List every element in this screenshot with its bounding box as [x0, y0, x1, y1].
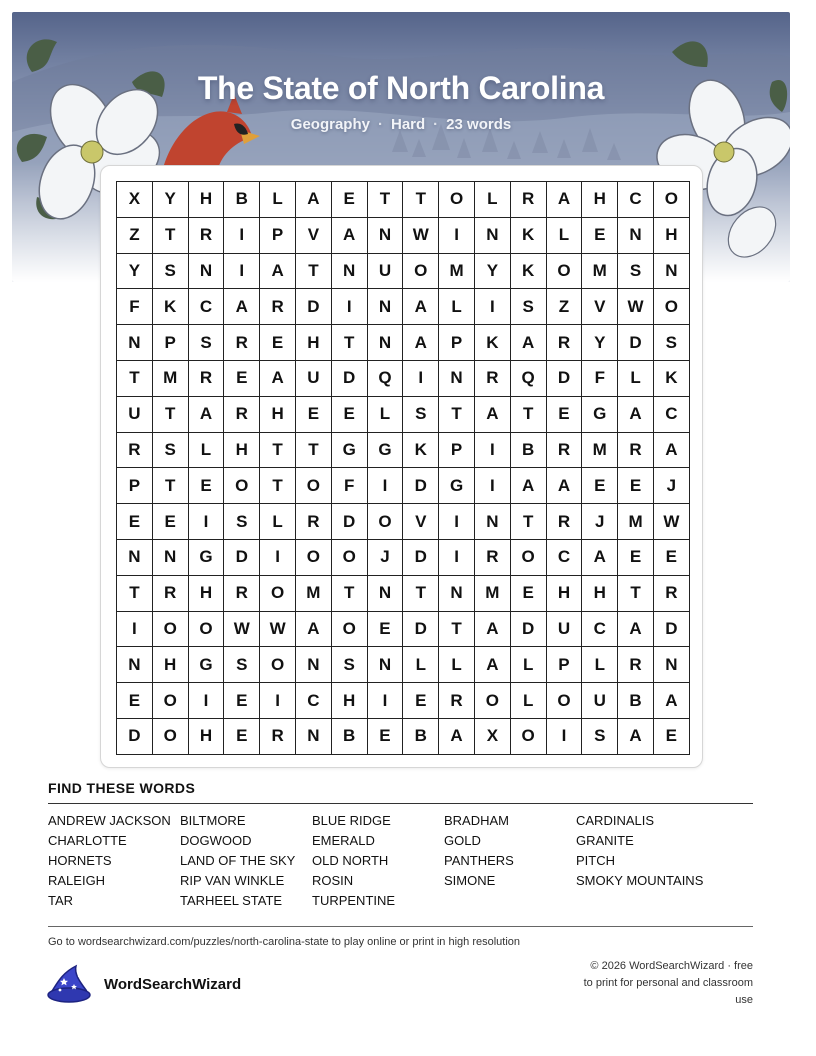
- grid-cell[interactable]: K: [511, 254, 547, 290]
- grid-cell[interactable]: T: [511, 504, 547, 540]
- grid-cell[interactable]: A: [547, 182, 583, 218]
- grid-cell[interactable]: E: [224, 683, 260, 719]
- grid-cell[interactable]: F: [117, 289, 153, 325]
- grid-cell[interactable]: T: [296, 254, 332, 290]
- grid-cell[interactable]: C: [582, 612, 618, 648]
- grid-cell[interactable]: T: [368, 182, 404, 218]
- word-list-item: ANDREW JACKSON: [48, 813, 171, 828]
- word-list-item: OLD NORTH: [312, 853, 389, 868]
- grid-cell[interactable]: A: [475, 397, 511, 433]
- grid-cell[interactable]: O: [153, 683, 189, 719]
- grid-cell[interactable]: A: [260, 254, 296, 290]
- grid-cell[interactable]: R: [547, 325, 583, 361]
- grid-cell[interactable]: W: [618, 289, 654, 325]
- grid-cell[interactable]: R: [475, 361, 511, 397]
- grid-cell[interactable]: E: [582, 218, 618, 254]
- grid-cell[interactable]: O: [547, 683, 583, 719]
- grid-cell[interactable]: S: [403, 397, 439, 433]
- grid-cell[interactable]: O: [547, 254, 583, 290]
- grid-cell[interactable]: P: [439, 325, 475, 361]
- grid-cell[interactable]: R: [618, 647, 654, 683]
- grid-cell[interactable]: Q: [511, 361, 547, 397]
- grid-cell[interactable]: M: [296, 576, 332, 612]
- grid-cell[interactable]: U: [547, 612, 583, 648]
- grid-cell[interactable]: G: [189, 647, 225, 683]
- grid-cell[interactable]: L: [618, 361, 654, 397]
- grid-cell[interactable]: T: [296, 433, 332, 469]
- grid-cell[interactable]: E: [368, 612, 404, 648]
- grid-cell[interactable]: A: [260, 361, 296, 397]
- divider: [48, 926, 753, 927]
- grid-cell[interactable]: O: [224, 468, 260, 504]
- grid-cell[interactable]: N: [654, 254, 690, 290]
- grid-cell[interactable]: D: [332, 361, 368, 397]
- grid-cell[interactable]: D: [296, 289, 332, 325]
- grid-cell[interactable]: Q: [368, 361, 404, 397]
- grid-cell[interactable]: A: [403, 325, 439, 361]
- word-list-item: BRADHAM: [444, 813, 510, 828]
- grid-cell[interactable]: Y: [582, 325, 618, 361]
- grid-cell[interactable]: Y: [475, 254, 511, 290]
- grid-cell[interactable]: I: [439, 218, 475, 254]
- brand-block[interactable]: [46, 964, 241, 1004]
- grid-cell[interactable]: T: [260, 468, 296, 504]
- grid-cell[interactable]: I: [368, 468, 404, 504]
- grid-cell[interactable]: Z: [547, 289, 583, 325]
- grid-cell[interactable]: R: [260, 289, 296, 325]
- grid-cell[interactable]: E: [368, 719, 404, 755]
- grid-cell[interactable]: U: [582, 683, 618, 719]
- grid-cell[interactable]: N: [439, 576, 475, 612]
- grid-cell[interactable]: Y: [153, 182, 189, 218]
- word-list-item: PITCH: [576, 853, 615, 868]
- grid-cell[interactable]: C: [296, 683, 332, 719]
- grid-cell[interactable]: R: [117, 433, 153, 469]
- grid-cell[interactable]: P: [439, 433, 475, 469]
- grid-cell[interactable]: N: [475, 218, 511, 254]
- grid-cell[interactable]: T: [153, 218, 189, 254]
- grid-cell[interactable]: W: [654, 504, 690, 540]
- grid-cell[interactable]: D: [654, 612, 690, 648]
- grid-cell[interactable]: A: [439, 719, 475, 755]
- grid-cell[interactable]: O: [475, 683, 511, 719]
- separator-dot: ·: [433, 116, 439, 133]
- grid-cell[interactable]: C: [547, 540, 583, 576]
- grid-cell[interactable]: O: [654, 182, 690, 218]
- grid-cell[interactable]: O: [189, 612, 225, 648]
- grid-cell[interactable]: T: [439, 612, 475, 648]
- grid-cell[interactable]: R: [224, 397, 260, 433]
- grid-cell[interactable]: E: [153, 504, 189, 540]
- grid-cell[interactable]: H: [153, 647, 189, 683]
- grid-cell[interactable]: R: [439, 683, 475, 719]
- grid-cell[interactable]: P: [547, 647, 583, 683]
- grid-cell[interactable]: N: [475, 504, 511, 540]
- letter-grid[interactable]: [116, 181, 690, 755]
- grid-cell[interactable]: T: [117, 576, 153, 612]
- word-list-item: LAND OF THE SKY: [180, 853, 296, 868]
- grid-cell[interactable]: E: [618, 468, 654, 504]
- grid-cell[interactable]: I: [189, 683, 225, 719]
- grid-cell[interactable]: A: [618, 397, 654, 433]
- grid-cell[interactable]: H: [332, 683, 368, 719]
- grid-cell[interactable]: R: [189, 218, 225, 254]
- grid-cell[interactable]: S: [511, 289, 547, 325]
- grid-cell[interactable]: W: [224, 612, 260, 648]
- grid-cell[interactable]: R: [260, 719, 296, 755]
- grid-cell[interactable]: V: [296, 218, 332, 254]
- brand-name: WordSearchWizard: [104, 975, 242, 993]
- wizard-hat-icon: [46, 964, 92, 1004]
- grid-cell[interactable]: A: [475, 647, 511, 683]
- grid-cell[interactable]: N: [332, 254, 368, 290]
- grid-cell[interactable]: T: [117, 361, 153, 397]
- grid-cell[interactable]: N: [296, 719, 332, 755]
- word-list-item: RIP VAN WINKLE: [180, 873, 285, 888]
- word-list-item: CHARLOTTE: [48, 833, 127, 848]
- grid-cell[interactable]: N: [618, 218, 654, 254]
- grid-cell[interactable]: T: [153, 468, 189, 504]
- grid-cell[interactable]: O: [511, 719, 547, 755]
- grid-cell[interactable]: R: [547, 504, 583, 540]
- grid-cell[interactable]: E: [296, 397, 332, 433]
- grid-cell[interactable]: I: [117, 612, 153, 648]
- grid-cell[interactable]: I: [260, 540, 296, 576]
- grid-cell[interactable]: C: [189, 289, 225, 325]
- grid-cell[interactable]: L: [582, 647, 618, 683]
- grid-cell[interactable]: H: [296, 325, 332, 361]
- grid-cell[interactable]: R: [618, 433, 654, 469]
- grid-cell[interactable]: F: [582, 361, 618, 397]
- grid-cell[interactable]: K: [153, 289, 189, 325]
- grid-cell[interactable]: N: [368, 218, 404, 254]
- grid-cell[interactable]: A: [296, 612, 332, 648]
- word-list-item: HORNETS: [48, 853, 112, 868]
- grid-cell[interactable]: H: [547, 576, 583, 612]
- word-list-heading: FIND THESE WORDS: [48, 780, 196, 796]
- grid-cell[interactable]: I: [439, 540, 475, 576]
- grid-cell[interactable]: B: [618, 683, 654, 719]
- grid-cell[interactable]: E: [403, 683, 439, 719]
- grid-cell[interactable]: S: [654, 325, 690, 361]
- grid-cell[interactable]: R: [296, 504, 332, 540]
- grid-cell[interactable]: S: [153, 433, 189, 469]
- grid-cell[interactable]: B: [403, 719, 439, 755]
- grid-cell[interactable]: N: [153, 540, 189, 576]
- grid-cell[interactable]: A: [189, 397, 225, 433]
- grid-cell[interactable]: M: [582, 254, 618, 290]
- grid-cell[interactable]: N: [189, 254, 225, 290]
- word-list-item: GRANITE: [576, 833, 634, 848]
- grid-cell[interactable]: N: [368, 576, 404, 612]
- grid-cell[interactable]: H: [189, 576, 225, 612]
- grid-cell[interactable]: O: [260, 647, 296, 683]
- grid-cell[interactable]: A: [511, 325, 547, 361]
- grid-cell[interactable]: Y: [117, 254, 153, 290]
- separator-dot: ·: [377, 116, 383, 133]
- grid-cell[interactable]: A: [511, 468, 547, 504]
- divider: [48, 803, 753, 804]
- grid-cell[interactable]: A: [475, 612, 511, 648]
- grid-cell[interactable]: N: [368, 325, 404, 361]
- grid-cell[interactable]: M: [582, 433, 618, 469]
- word-list-item: BLUE RIDGE: [312, 813, 391, 828]
- grid-cell[interactable]: K: [475, 325, 511, 361]
- grid-cell[interactable]: H: [260, 397, 296, 433]
- grid-cell[interactable]: A: [582, 540, 618, 576]
- grid-cell[interactable]: A: [618, 612, 654, 648]
- grid-cell[interactable]: C: [654, 397, 690, 433]
- word-list-item: DOGWOOD: [180, 833, 252, 848]
- grid-cell[interactable]: E: [582, 468, 618, 504]
- grid-cell[interactable]: I: [224, 218, 260, 254]
- grid-cell[interactable]: E: [618, 540, 654, 576]
- copyright-notice: © 2026 WordSearchWizard · free to print for personal and classroom use: [583, 960, 753, 1006]
- grid-cell[interactable]: J: [368, 540, 404, 576]
- grid-cell[interactable]: O: [403, 254, 439, 290]
- grid-cell[interactable]: K: [654, 361, 690, 397]
- grid-cell[interactable]: N: [117, 647, 153, 683]
- grid-cell[interactable]: T: [403, 576, 439, 612]
- grid-cell[interactable]: H: [224, 433, 260, 469]
- grid-cell[interactable]: A: [654, 433, 690, 469]
- grid-cell[interactable]: X: [117, 182, 153, 218]
- word-list-item: SIMONE: [444, 873, 496, 888]
- grid-cell[interactable]: A: [296, 182, 332, 218]
- grid-cell[interactable]: E: [332, 397, 368, 433]
- grid-cell[interactable]: T: [403, 182, 439, 218]
- grid-cell[interactable]: E: [117, 504, 153, 540]
- grid-cell[interactable]: S: [189, 325, 225, 361]
- grid-cell[interactable]: G: [368, 433, 404, 469]
- grid-cell[interactable]: T: [153, 397, 189, 433]
- grid-cell[interactable]: J: [582, 504, 618, 540]
- grid-cell[interactable]: G: [582, 397, 618, 433]
- word-list-item: BILTMORE: [180, 813, 246, 828]
- grid-cell[interactable]: A: [547, 468, 583, 504]
- word-list-item: TURPENTINE: [312, 893, 396, 908]
- grid-cell[interactable]: H: [582, 576, 618, 612]
- grid-cell[interactable]: R: [475, 540, 511, 576]
- grid-cell[interactable]: L: [189, 433, 225, 469]
- grid-cell[interactable]: T: [439, 397, 475, 433]
- grid-cell[interactable]: E: [260, 325, 296, 361]
- grid-cell[interactable]: G: [332, 433, 368, 469]
- grid-cell[interactable]: P: [153, 325, 189, 361]
- grid-cell[interactable]: X: [475, 719, 511, 755]
- grid-cell[interactable]: U: [117, 397, 153, 433]
- word-list-item: GOLD: [444, 833, 481, 848]
- grid-cell[interactable]: M: [475, 576, 511, 612]
- grid-cell[interactable]: L: [439, 647, 475, 683]
- grid-cell[interactable]: A: [403, 289, 439, 325]
- grid-cell[interactable]: O: [153, 719, 189, 755]
- grid-cell[interactable]: E: [224, 719, 260, 755]
- grid-cell[interactable]: O: [654, 289, 690, 325]
- grid-cell[interactable]: I: [547, 719, 583, 755]
- grid-cell[interactable]: E: [332, 182, 368, 218]
- word-count-label: 23 words: [446, 116, 512, 133]
- grid-cell[interactable]: S: [224, 504, 260, 540]
- grid-cell[interactable]: D: [618, 325, 654, 361]
- grid-cell[interactable]: G: [439, 468, 475, 504]
- grid-cell[interactable]: S: [618, 254, 654, 290]
- grid-cell[interactable]: M: [618, 504, 654, 540]
- grid-cell[interactable]: E: [547, 397, 583, 433]
- grid-cell[interactable]: I: [189, 504, 225, 540]
- grid-cell[interactable]: E: [654, 540, 690, 576]
- grid-cell[interactable]: L: [403, 647, 439, 683]
- grid-cell[interactable]: W: [260, 612, 296, 648]
- word-list-item: TAR: [48, 893, 74, 908]
- word-list-item: ROSIN: [312, 873, 354, 888]
- grid-cell[interactable]: S: [153, 254, 189, 290]
- grid-cell[interactable]: O: [153, 612, 189, 648]
- grid-cell[interactable]: E: [189, 468, 225, 504]
- grid-cell[interactable]: L: [511, 647, 547, 683]
- grid-cell[interactable]: O: [260, 576, 296, 612]
- grid-cell[interactable]: K: [511, 218, 547, 254]
- difficulty-label: Hard: [390, 116, 426, 133]
- puzzle-board: [100, 165, 703, 768]
- grid-cell[interactable]: H: [189, 182, 225, 218]
- word-list-item: TARHEEL STATE: [180, 893, 283, 908]
- grid-cell[interactable]: K: [403, 433, 439, 469]
- grid-cell[interactable]: B: [511, 433, 547, 469]
- word-list-item: PANTHERS: [444, 853, 514, 868]
- grid-cell[interactable]: I: [224, 254, 260, 290]
- word-list-item: SMOKY MOUNTAINS: [576, 873, 704, 888]
- grid-cell[interactable]: E: [117, 683, 153, 719]
- grid-cell[interactable]: M: [153, 361, 189, 397]
- grid-cell[interactable]: O: [368, 504, 404, 540]
- grid-cell[interactable]: D: [117, 719, 153, 755]
- word-list-item: CARDINALIS: [576, 813, 655, 828]
- grid-cell[interactable]: N: [368, 647, 404, 683]
- grid-cell[interactable]: L: [511, 683, 547, 719]
- grid-cell[interactable]: V: [582, 289, 618, 325]
- grid-cell[interactable]: T: [511, 397, 547, 433]
- play-online-link[interactable]: Go to wordsearchwizard.com/puzzles/north-carolina-state to play online or print in high resolution: [48, 936, 521, 948]
- grid-cell[interactable]: L: [368, 397, 404, 433]
- grid-cell[interactable]: L: [260, 504, 296, 540]
- grid-cell[interactable]: O: [332, 540, 368, 576]
- grid-cell[interactable]: L: [260, 182, 296, 218]
- grid-cell[interactable]: D: [224, 540, 260, 576]
- grid-cell[interactable]: D: [547, 361, 583, 397]
- grid-cell[interactable]: A: [654, 683, 690, 719]
- grid-cell[interactable]: A: [618, 719, 654, 755]
- grid-cell[interactable]: R: [224, 576, 260, 612]
- grid-cell[interactable]: C: [618, 182, 654, 218]
- grid-cell[interactable]: I: [403, 361, 439, 397]
- grid-cell[interactable]: D: [511, 612, 547, 648]
- grid-cell[interactable]: I: [332, 289, 368, 325]
- grid-cell[interactable]: D: [403, 468, 439, 504]
- grid-cell[interactable]: J: [654, 468, 690, 504]
- grid-cell[interactable]: H: [582, 182, 618, 218]
- grid-cell[interactable]: N: [296, 647, 332, 683]
- grid-cell[interactable]: D: [332, 504, 368, 540]
- grid-cell[interactable]: O: [296, 540, 332, 576]
- grid-cell[interactable]: L: [475, 182, 511, 218]
- grid-cell[interactable]: T: [618, 576, 654, 612]
- grid-cell[interactable]: E: [224, 361, 260, 397]
- grid-cell[interactable]: V: [403, 504, 439, 540]
- grid-cell[interactable]: A: [224, 289, 260, 325]
- word-list-item: EMERALD: [312, 833, 375, 848]
- grid-cell[interactable]: I: [475, 468, 511, 504]
- grid-cell[interactable]: H: [654, 218, 690, 254]
- grid-cell[interactable]: R: [547, 433, 583, 469]
- grid-cell[interactable]: N: [654, 647, 690, 683]
- grid-cell[interactable]: D: [403, 540, 439, 576]
- grid-cell[interactable]: R: [654, 576, 690, 612]
- word-list-item: RALEIGH: [48, 873, 106, 888]
- grid-cell[interactable]: T: [332, 576, 368, 612]
- grid-cell[interactable]: F: [332, 468, 368, 504]
- grid-cell[interactable]: U: [368, 254, 404, 290]
- grid-cell[interactable]: I: [439, 504, 475, 540]
- grid-cell[interactable]: R: [189, 361, 225, 397]
- grid-cell[interactable]: R: [153, 576, 189, 612]
- grid-cell[interactable]: T: [332, 325, 368, 361]
- grid-cell[interactable]: I: [260, 683, 296, 719]
- grid-cell[interactable]: L: [547, 218, 583, 254]
- grid-cell[interactable]: O: [511, 540, 547, 576]
- grid-cell[interactable]: U: [296, 361, 332, 397]
- grid-cell[interactable]: I: [475, 433, 511, 469]
- grid-cell[interactable]: P: [260, 218, 296, 254]
- grid-cell[interactable]: N: [117, 540, 153, 576]
- grid-cell[interactable]: T: [260, 433, 296, 469]
- grid-cell[interactable]: L: [439, 289, 475, 325]
- grid-cell[interactable]: R: [511, 182, 547, 218]
- grid-cell[interactable]: B: [224, 182, 260, 218]
- grid-cell[interactable]: S: [224, 647, 260, 683]
- grid-cell[interactable]: O: [296, 468, 332, 504]
- grid-cell[interactable]: N: [439, 361, 475, 397]
- grid-cell[interactable]: N: [117, 325, 153, 361]
- puzzle-meta: [12, 116, 790, 133]
- grid-cell[interactable]: W: [403, 218, 439, 254]
- puzzle-title: The State of North Carolina: [197, 70, 605, 106]
- grid-cell[interactable]: I: [368, 683, 404, 719]
- grid-cell[interactable]: Z: [117, 218, 153, 254]
- word-list: [48, 813, 768, 913]
- grid-cell[interactable]: S: [332, 647, 368, 683]
- grid-cell[interactable]: N: [368, 289, 404, 325]
- grid-cell[interactable]: H: [189, 719, 225, 755]
- grid-cell[interactable]: G: [189, 540, 225, 576]
- grid-cell[interactable]: E: [511, 576, 547, 612]
- category-label: Geography: [290, 116, 370, 133]
- grid-cell[interactable]: S: [582, 719, 618, 755]
- grid-cell[interactable]: O: [332, 612, 368, 648]
- grid-cell[interactable]: P: [117, 468, 153, 504]
- grid-cell[interactable]: O: [439, 182, 475, 218]
- grid-cell[interactable]: B: [332, 719, 368, 755]
- grid-cell[interactable]: D: [403, 612, 439, 648]
- grid-cell[interactable]: M: [439, 254, 475, 290]
- grid-cell[interactable]: A: [332, 218, 368, 254]
- grid-cell[interactable]: E: [654, 719, 690, 755]
- grid-cell[interactable]: I: [475, 289, 511, 325]
- grid-cell[interactable]: R: [224, 325, 260, 361]
